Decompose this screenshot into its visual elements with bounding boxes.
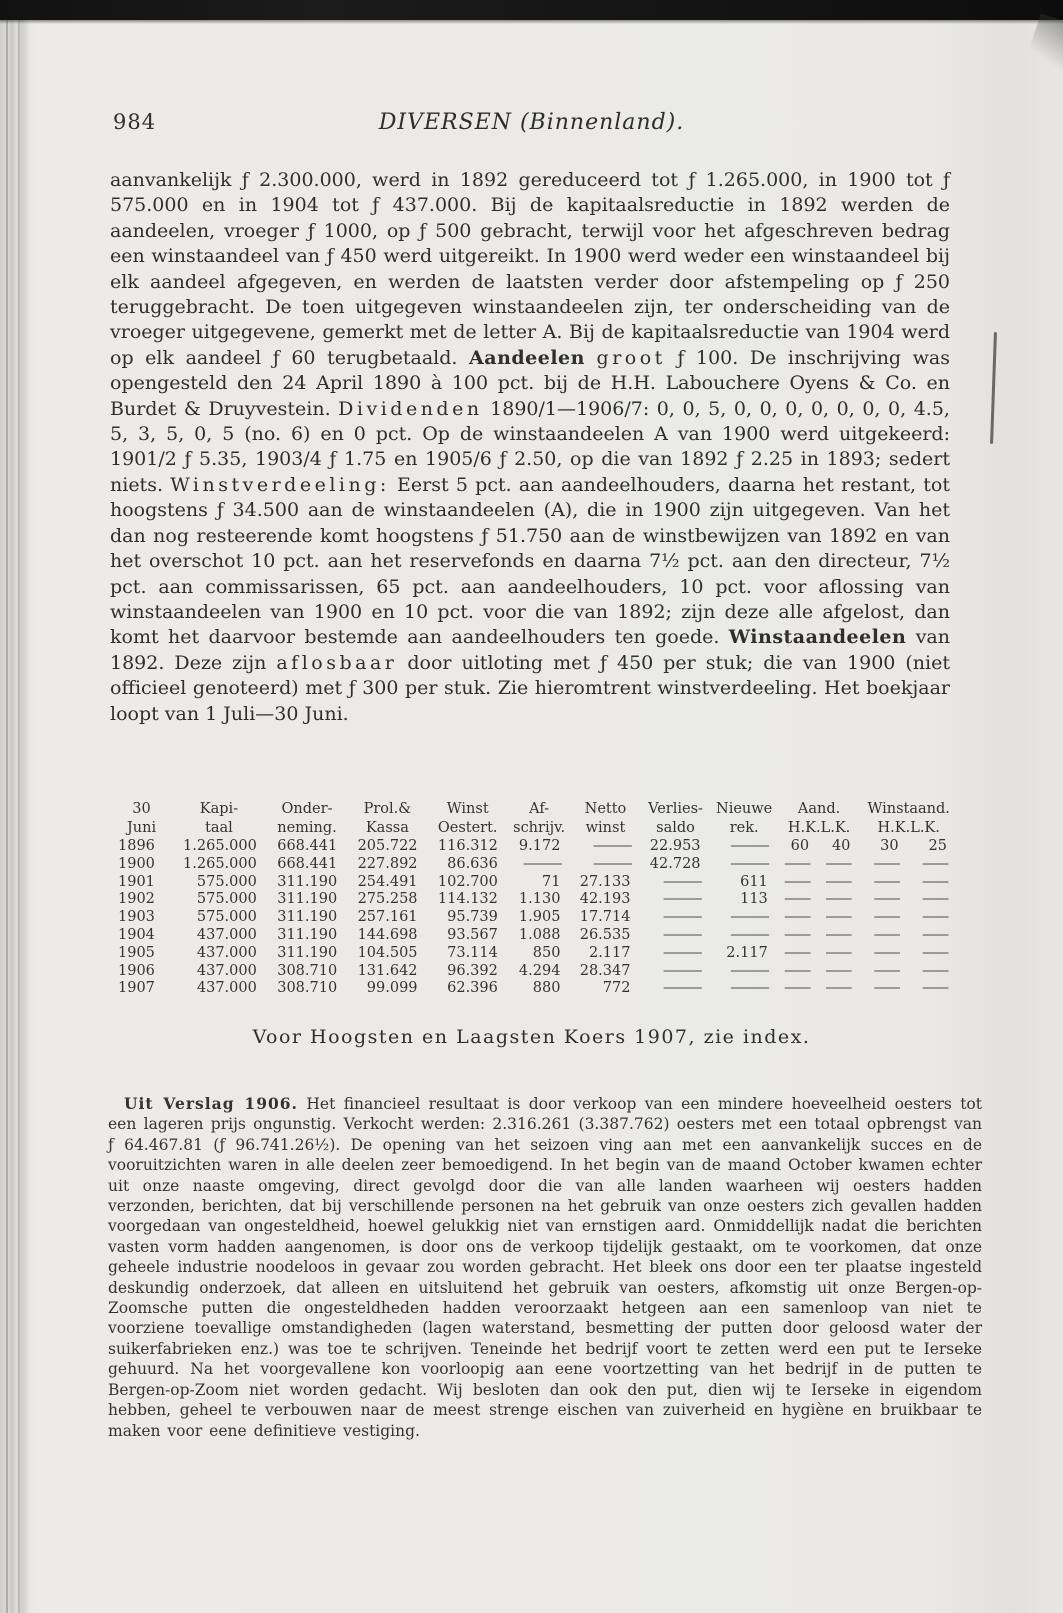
table-row: [112, 980, 957, 998]
table-header-cell: Winstaand.: [867, 801, 950, 817]
table-cell: 1902: [118, 891, 155, 908]
table-cell: ———: [663, 944, 701, 961]
table-cell: ——: [825, 926, 851, 943]
table-cell: ——: [825, 891, 851, 908]
table-cell: 311.190: [277, 891, 338, 908]
table-cell: ——: [784, 909, 810, 926]
table-cell: ———: [730, 926, 768, 943]
table-cell: 437.000: [196, 962, 257, 979]
table-cell: 30: [880, 838, 899, 854]
report-1906-body: Het financieel resultaat is door verkoop van een mindere hoeveelheid oesters tot een lageren prijs ongunstig. Verkocht werden: 2.316.261 (3.387.762) oesters met een totaal opbrengst van ƒ 64.467.81 (ƒ 96.741.26½). De opening van het seizoen ving aan met een aanvankelijk succes en de vooruitzichten waren in alle deelen zeer bemoedigend. In het begin van de maand October kwamen echter uit onze naaste omgeving, direct gevolgd door die van alle landen waarheen wij oesters hadden verzonden, berichten, dat bij verschillende personen na het gebruik van onze oesters zich gevallen hadden voorgedaan van ongesteldheid, hoewel gelukkig niet van ernstigen aard. Onmiddellijk nadat die berichten vasten vorm hadden aangenomen, is door ons de verkoop tijdelijk gestaakt, om te voorkomen, dat onze geheele industrie noodeloos in gevaar zou worden gebracht. Het bleek ons door een ter plaatse ingesteld deskundig onderzoek, dat alleen en uitsluitend het gebruik van oesters, afkomstig uit onze Bergen-op-Zoomsche putten die ongesteldheden hadden veroorzaakt hetgeen aan een samenloop van niet te voorziene toevallige omstandigheden (lagen waterstand, besmetting der putten door geloosd water der suikerfabrieken enz.) was toe te schrijven. Teneinde het bedrijf voort te zetten werd een put te Ierseke gehuurd. Na het voorgevallene kon voorloopig aan eene voortzetting van het bedrijf in de putten te Bergen-op-Zoom niet worden gedacht. Wij besloten dan ook den put, dien wij te Ierseke in eigendom hebben, geheel te verbouwen naar de meest strenge eischen van zuiverheid en hygiène en bruikbaar te maken voor eene definitieve vestiging.: [108, 1095, 982, 1440]
text-run: 1890/1—1906/7: 0, 0, 5, 0, 0, 0, 0, 0, 0, 0, 4.5, 5, 3, 5, 0, 5 (no. 6) en 0 pct. Op de winstaandeelen A van 1900 werd uitgekeerd: 1901/2 ƒ 5.35, 1903/4 ƒ 1.75 en 1905/6 ƒ 2.50, op die van 1892 ƒ 2.25 in 1893; sedert niets.: [110, 397, 950, 496]
table-cell: 9.172: [518, 838, 561, 854]
paragraph-report-1906: [108, 1094, 982, 1441]
table-row: [112, 874, 957, 892]
table-cell: 1900: [118, 855, 155, 872]
table-header-cell: saldo: [656, 820, 695, 836]
table-header-cell: Onder-: [281, 801, 333, 817]
table-cell: 4.294: [518, 962, 561, 979]
financial-table-head: [112, 800, 957, 838]
table-cell: ———: [663, 980, 701, 997]
table-cell: 575.000: [196, 891, 257, 908]
page-title: DIVERSEN (Binnenland).: [378, 110, 685, 135]
table-cell: 2.117: [588, 944, 631, 961]
table-cell: ——: [825, 962, 851, 979]
table-cell: 1904: [118, 926, 155, 943]
table-cell: 27.133: [579, 873, 631, 890]
table-cell: ———: [730, 838, 768, 854]
table-cell: ——: [873, 873, 899, 890]
table-cell: ——: [873, 980, 899, 997]
table-row: [112, 856, 957, 874]
table-cell: ——: [873, 926, 899, 943]
table-cell: ——: [873, 909, 899, 926]
table-cell: 437.000: [196, 944, 257, 961]
table-header-cell: H.K.L.K.: [787, 820, 851, 836]
table-cell: 1907: [118, 980, 155, 997]
table-cell: 42.193: [579, 891, 631, 908]
text-run-spaced-groot: groot: [596, 346, 666, 369]
table-cell: 95.739: [447, 909, 498, 926]
table-cell: 1901: [118, 873, 155, 890]
table-header-cell: schrijv.: [513, 820, 566, 836]
table-cell: ——: [784, 873, 810, 890]
table-cell: 28.347: [579, 962, 631, 979]
financial-table-body: [112, 838, 957, 998]
table-cell: 104.505: [357, 944, 418, 961]
table-cell: ——: [922, 873, 947, 890]
table-header-cell: Af-: [529, 801, 550, 817]
table-cell: 26.535: [579, 926, 631, 943]
table-header-cell: rek.: [729, 820, 759, 836]
table-cell: ———: [663, 873, 701, 890]
table-cell: 308.710: [277, 962, 338, 979]
table-cell: 1896: [118, 838, 155, 854]
table-cell: 42.728: [649, 855, 701, 872]
table-cell: ——: [784, 980, 810, 997]
table-cell: ——: [825, 909, 851, 926]
table-cell: 1.088: [518, 926, 561, 943]
table-cell: 113: [740, 891, 768, 908]
table-row: [112, 909, 957, 927]
table-cell: ——: [784, 944, 810, 961]
table-cell: 17.714: [579, 909, 631, 926]
table-cell: 2.117: [726, 944, 768, 961]
table-cell: ——: [784, 926, 810, 943]
table-cell: 275.258: [357, 891, 418, 908]
table-header-row: [112, 800, 957, 819]
table-cell: ——: [784, 855, 810, 872]
table-cell: 1.130: [518, 891, 561, 908]
table-cell: 772: [602, 980, 631, 997]
table-cell: ———: [730, 855, 768, 872]
table-row: [112, 838, 957, 856]
text-run-spaced-aflosbaar: aflosbaar: [276, 651, 398, 674]
page-header: [0, 110, 1063, 144]
table-cell: ——: [922, 962, 947, 979]
table-cell: 116.312: [437, 838, 498, 854]
table-cell: ——: [784, 962, 810, 979]
table-cell: ——: [873, 962, 899, 979]
table-cell: 668.441: [277, 838, 338, 854]
report-1906-lead: Uit Verslag 1906.: [124, 1094, 298, 1113]
table-row: [112, 945, 957, 963]
financial-table-wrapper: [112, 800, 957, 998]
table-header-cell: Kassa: [365, 820, 409, 836]
text-run-spaced-dividenden: Dividenden: [338, 397, 483, 420]
table-cell: ———: [730, 962, 768, 979]
table-header-cell: taal: [205, 820, 233, 836]
table-cell: 311.190: [277, 909, 338, 926]
table-cell: ——: [825, 873, 851, 890]
table-cell: 575.000: [196, 873, 257, 890]
text-run: van 1892. Deze zijn: [110, 626, 951, 674]
text-run: Eerst 5 pct. aan aandeelhouders, daarna het restant, tot hoogstens ƒ 34.500 aan de winstaandeelen (A), die in 1900 zijn uitgegeven. Van het dan nog resteerende komt hoogstens ƒ 51.750 aan de winstbewijzen van 1892 en van het overschot 10 pct. aan het reservefonds en daarna 7½ pct. aan den directeur, 7½ pct. aan commissarissen, 65 pct. aan aandeelhouders, 10 pct. voor aflossing van winstaandeelen van 1900 en 10 pct. voor die van 1892; zijn deze alle afgelost, dan komt het daarvoor bestemde aan aandeelhouders ten goede.: [110, 473, 950, 649]
table-header-cell: Kapi-: [199, 801, 239, 817]
table-cell: 668.441: [277, 855, 338, 872]
table-cell: ——: [922, 855, 947, 872]
table-cell: ——: [873, 855, 899, 872]
table-cell: ———: [592, 838, 631, 854]
table-cell: ———: [663, 926, 701, 943]
table-cell: 71: [541, 873, 561, 890]
table-cell: 144.698: [357, 926, 418, 943]
table-cell: 1905: [118, 944, 155, 961]
table-cell: ——: [784, 891, 810, 908]
table-cell: 1903: [118, 909, 155, 926]
table-cell: ———: [522, 855, 561, 872]
table-cell: 257.161: [357, 909, 418, 926]
table-header-row: [112, 819, 957, 838]
table-cell: 254.491: [357, 873, 418, 890]
table-cell: 102.700: [437, 873, 498, 890]
scan-edge-top: [0, 0, 1063, 20]
table-cell: ——: [922, 980, 947, 997]
table-header-cell: Netto: [584, 801, 627, 817]
table-cell: ——: [922, 891, 947, 908]
table-cell: ———: [663, 962, 701, 979]
table-header-cell: 30: [132, 801, 151, 817]
page-number: 984: [113, 110, 157, 134]
scan-edge-shadow: [0, 20, 1063, 24]
text-run-bold-aandeelen: Aandeelen: [469, 346, 585, 369]
text-run: aanvankelijk ƒ 2.300.000, werd in 1892 gereduceerd tot ƒ 1.265.000, in 1900 tot ƒ 575.000 en in 1904 tot ƒ 437.000. Bij de kapitaalsreductie in 1892 werden de aandeelen, vroeger ƒ 1000, op ƒ 500 gebracht, terwijl voor het afgeschreven bedrag een winstaandeel van ƒ 450 werd uitgereikt. In 1900 werd weder een winstaandeel bij elk aandeel afgegeven, en werden de laatsten verder door afstempeling op ƒ 250 teruggebracht. De toen uitgegeven winstaandeelen zijn, ter onderscheiding van de vroeger uitgegevene, gemerkt met de letter A. Bij de kapitaalsreductie van 1904 werd op elk aandeel ƒ 60 terugbetaald.: [110, 169, 950, 369]
table-cell: 131.642: [357, 962, 418, 979]
text-run: ƒ 100. De inschrijving was opengesteld den 24 April 1890 à 100 pct. bij de H.H. Labouchere Oyens & Co. en Burdet & Druyvestein.: [110, 346, 951, 420]
table-header-cell: H.K.L.K.: [877, 820, 940, 836]
table-cell: 205.722: [357, 838, 418, 854]
table-cell: 227.892: [357, 855, 418, 872]
table-header-cell: Prol.&: [363, 801, 412, 817]
table-cell: 308.710: [277, 980, 338, 997]
table-header-cell: winst: [585, 820, 626, 836]
table-cell: ——: [922, 909, 947, 926]
table-cell: ——: [873, 891, 899, 908]
table-cell: 311.190: [277, 873, 338, 890]
table-row: [112, 927, 957, 945]
table-cell: ——: [825, 855, 851, 872]
table-cell: 311.190: [277, 926, 338, 943]
table-cell: 60: [790, 838, 810, 854]
table-cell: 114.132: [437, 891, 498, 908]
table-cell: 1906: [118, 962, 155, 979]
table-header-cell: Juni: [126, 820, 157, 836]
table-cell: ——: [922, 944, 947, 961]
table-header-cell: Nieuwe: [716, 801, 773, 817]
table-cell: 96.392: [447, 962, 498, 979]
text-run-spaced-winstverdeeling: Winstverdeeling:: [170, 473, 390, 496]
text-run: door uitloting met ƒ 450 per stuk; die van 1900 (niet officieel genoteerd) met ƒ 300 per stuk. Zie hieromtrent winstverdeeling. Het boekjaar loopt van 1 Juli—30 Juni.: [110, 651, 950, 725]
financial-table: [112, 800, 957, 998]
table-cell: 1.905: [518, 909, 561, 926]
table-cell: ———: [663, 891, 701, 908]
table-cell: ——: [825, 980, 851, 997]
table-cell: 437.000: [196, 980, 257, 997]
table-cell: ———: [730, 909, 768, 926]
table-header-cell: neming.: [277, 820, 337, 836]
binding-crease-line: [6, 20, 8, 1613]
table-cell: ——: [825, 944, 851, 961]
table-cell: ———: [730, 980, 768, 997]
binding-crease-line: [18, 20, 20, 1613]
paragraph-capital-history: [110, 168, 950, 727]
table-header-cell: Oestert.: [437, 820, 498, 836]
table-cell: 40: [831, 838, 851, 854]
table-cell: 86.636: [447, 855, 498, 872]
text-run-bold-winstaandeelen: Winstaandeelen: [728, 626, 907, 649]
table-cell: ———: [592, 855, 631, 872]
table-cell: 93.567: [447, 926, 498, 943]
table-cell: 437.000: [196, 926, 257, 943]
table-cell: 25: [928, 838, 947, 854]
table-cell: ——: [873, 944, 899, 961]
table-row: [112, 963, 957, 981]
table-cell: 73.114: [447, 944, 498, 961]
table-cell: 99.099: [366, 980, 418, 997]
table-header-cell: Aand.: [797, 801, 841, 817]
table-cell: 611: [740, 873, 768, 890]
table-cell: 22.953: [649, 838, 701, 854]
index-note: Voor Hoogsten en Laagsten Koers 1907, zie index.: [252, 1026, 811, 1048]
binding-gutter-shadow: [0, 20, 30, 1613]
table-cell: ——: [922, 926, 947, 943]
table-row: [112, 891, 957, 909]
table-cell: 880: [532, 980, 561, 997]
table-cell: 575.000: [196, 909, 257, 926]
table-cell: 1.265.000: [183, 855, 257, 872]
table-cell: ———: [663, 909, 701, 926]
table-cell: 311.190: [277, 944, 338, 961]
table-header-cell: Verlies-: [648, 801, 703, 817]
table-cell: 850: [532, 944, 561, 961]
table-header-cell: Winst: [446, 801, 489, 817]
table-cell: 1.265.000: [183, 838, 257, 854]
table-cell: 62.396: [447, 980, 498, 997]
